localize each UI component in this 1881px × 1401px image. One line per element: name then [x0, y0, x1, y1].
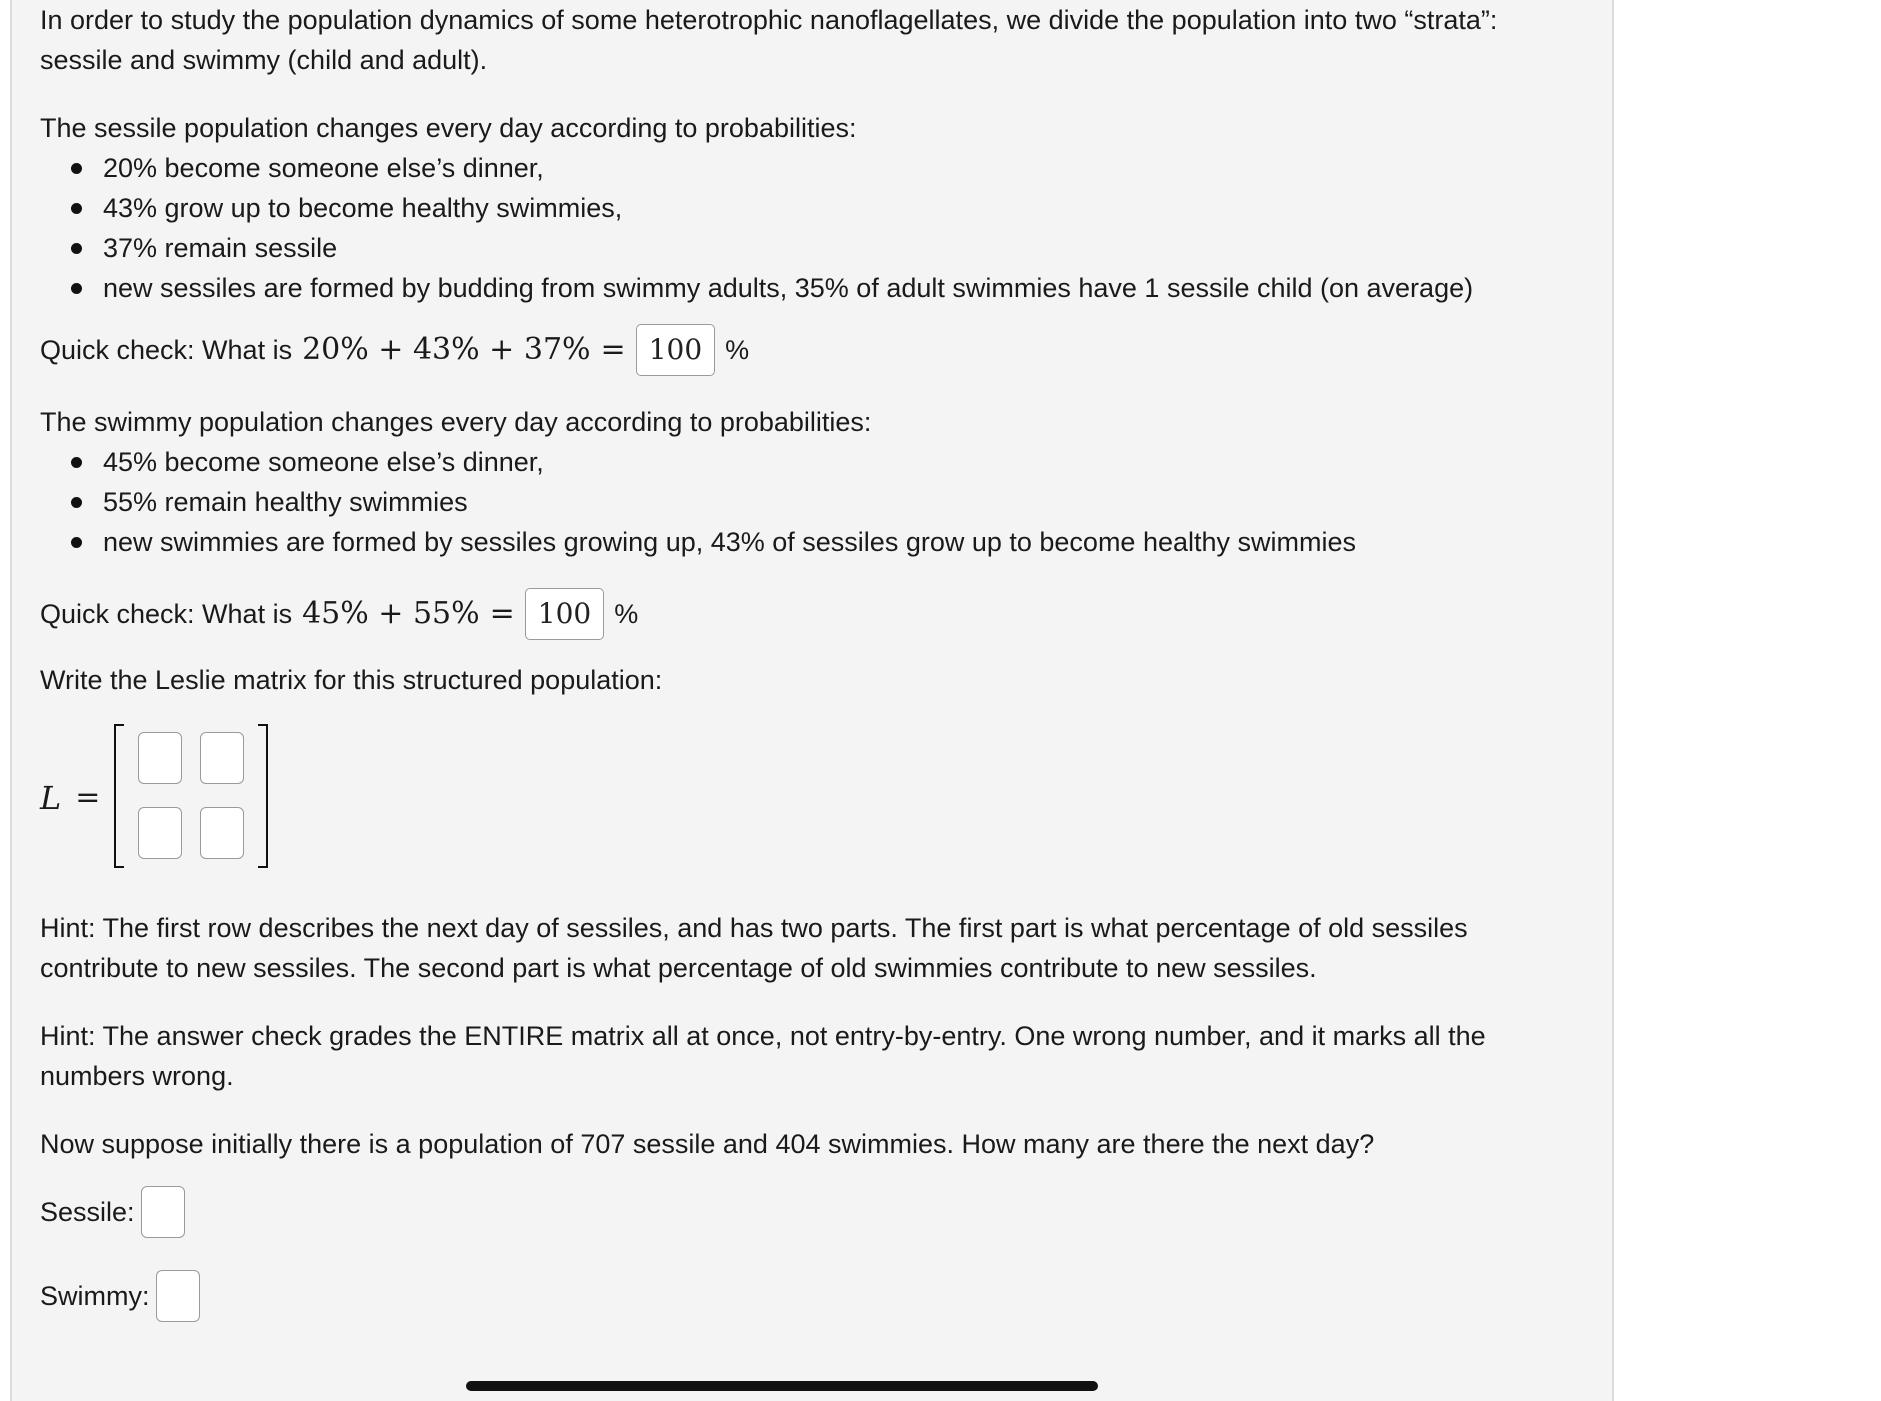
- quick-check-1-label: Quick check: What is: [40, 335, 293, 365]
- sessile-bullet-remain: 37% remain sessile: [40, 228, 1600, 268]
- matrix-entry-r2c2[interactable]: [200, 807, 244, 859]
- quick-check-1-answer-field[interactable]: 100: [636, 324, 715, 376]
- matrix-right-bracket: [258, 724, 268, 868]
- sessile-bullet-grow: 43% grow up to become healthy swimmies,: [40, 188, 1600, 228]
- matrix-equals: =: [75, 780, 101, 815]
- swimmy-bullets: [40, 442, 1600, 562]
- quick-check-2-answer-field[interactable]: 100: [525, 588, 604, 640]
- swimmy-bullet-dinner: 45% become someone else’s dinner,: [40, 442, 1600, 482]
- leslie-matrix-row: [40, 724, 1600, 872]
- question-content: [40, 0, 1600, 1326]
- quick-check-1-expression: 20% + 43% + 37%: [302, 332, 591, 367]
- matrix-left-bracket: [114, 724, 124, 868]
- sessile-answer-field[interactable]: [141, 1186, 185, 1238]
- matrix-entry-r1c1[interactable]: [138, 732, 182, 784]
- quick-check-2-unit: %: [614, 599, 639, 629]
- swimmy-label: Swimmy:: [40, 1281, 150, 1311]
- swimmy-heading: The swimmy population changes every day according to probabilities:: [40, 407, 872, 437]
- quick-check-2: [40, 584, 1600, 644]
- quick-check-1-unit: %: [725, 335, 750, 365]
- matrix-entry-r1c2[interactable]: [200, 732, 244, 784]
- quick-check-1-equals: =: [600, 332, 626, 367]
- hint-2-line-1: Hint: The answer check grades the ENTIRE matrix all at once, not entry-by-entry. One wrong number, and it marks all the: [40, 1021, 1486, 1051]
- sessile-heading: The sessile population changes every day according to probabilities:: [40, 113, 857, 143]
- sessile-bullet-budding: new sessiles are formed by budding from swimmy adults, 35% of adult swimmies have 1 sessile child (on average): [40, 268, 1600, 308]
- hint-1-line-1: Hint: The first row describes the next day of sessiles, and has two parts. The first part is what percentage of old sessiles: [40, 913, 1468, 943]
- leslie-matrix: [114, 724, 268, 872]
- scroll-indicator[interactable]: [466, 1381, 1098, 1391]
- quick-check-2-label: Quick check: What is: [40, 599, 293, 629]
- quick-check-1: [40, 320, 1600, 380]
- intro-line-2: sessile and swimmy (child and adult).: [40, 45, 488, 75]
- hint-2-line-2: numbers wrong.: [40, 1061, 234, 1091]
- sessile-label: Sessile:: [40, 1197, 135, 1227]
- matrix-prompt: Write the Leslie matrix for this structured population:: [40, 665, 663, 695]
- matrix-label: L: [40, 779, 62, 817]
- swimmy-bullet-new: new swimmies are formed by sessiles growing up, 43% of sessiles grow up to become healthy swimmies: [40, 522, 1600, 562]
- matrix-entry-r2c1[interactable]: [138, 807, 182, 859]
- population-question: Now suppose initially there is a population of 707 sessile and 404 swimmies. How many are there the next day?: [40, 1129, 1375, 1159]
- hint-1-line-2: contribute to new sessiles. The second part is what percentage of old swimmies contribute to new sessiles.: [40, 953, 1317, 983]
- swimmy-bullet-remain: 55% remain healthy swimmies: [40, 482, 1600, 522]
- swimmy-entry-row: [40, 1266, 1600, 1326]
- intro-line-1: In order to study the population dynamics of some heterotrophic nanoflagellates, we divide the population into two “strata”:: [40, 5, 1498, 35]
- swimmy-answer-field[interactable]: [156, 1270, 200, 1322]
- sessile-entry-row: [40, 1182, 1600, 1242]
- quick-check-2-equals: =: [489, 596, 515, 631]
- sessile-bullet-dinner: 20% become someone else’s dinner,: [40, 148, 1600, 188]
- sessile-bullets: [40, 148, 1600, 308]
- question-panel: [10, 0, 1614, 1401]
- quick-check-2-expression: 45% + 55%: [302, 596, 480, 631]
